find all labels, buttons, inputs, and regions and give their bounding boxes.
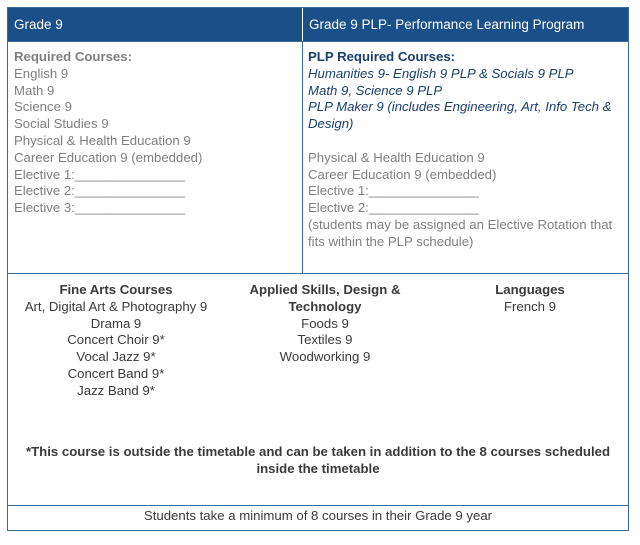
fine-arts-section <box>8 282 224 400</box>
elective-line: Elective 1:_______________ <box>14 166 185 182</box>
elective-line: Elective 3:_______________ <box>14 200 185 216</box>
languages-section <box>450 282 610 316</box>
grade-9-header: Grade 9 <box>8 8 302 41</box>
plp-required-heading: PLP Required Courses: <box>308 49 456 64</box>
course-item: Career Education 9 (embedded) <box>14 149 203 165</box>
elective-course: Jazz Band 9* <box>77 382 155 398</box>
elective-course: Vocal Jazz 9* <box>76 349 156 365</box>
course-item: Math 9 <box>14 82 55 98</box>
required-courses-column <box>14 49 300 217</box>
applied-skills-title: Applied Skills, Design & Technology <box>249 282 401 314</box>
elective-course: Concert Choir 9* <box>67 332 165 348</box>
course-planning-table <box>7 7 629 531</box>
elective-course: Textiles 9 <box>297 332 353 348</box>
elective-course: Woodworking 9 <box>279 349 371 365</box>
course-item: Science 9 <box>14 99 72 115</box>
course-item: English 9 <box>14 65 69 81</box>
elective-line: Elective 1:_______________ <box>308 183 479 199</box>
plp-courses-column <box>308 49 626 251</box>
elective-line: Elective 2:_______________ <box>308 200 479 216</box>
elective-course: Drama 9 <box>90 315 142 331</box>
header-bottom-border <box>8 41 628 42</box>
applied-skills-section <box>230 282 420 366</box>
plp-course-item: Math 9, Science 9 PLP <box>308 82 443 98</box>
languages-title: Languages <box>495 282 565 297</box>
elective-course: French 9 <box>503 298 557 314</box>
required-courses-heading: Required Courses: <box>14 49 132 64</box>
plp-course-item: PLP Maker 9 (includes Engineering, Art, Info Tech & Design) <box>308 99 612 132</box>
elective-course: Foods 9 <box>301 315 349 331</box>
section-divider <box>8 273 628 274</box>
course-item: Career Education 9 (embedded) <box>308 166 497 182</box>
fine-arts-title: Fine Arts Courses <box>59 282 173 297</box>
elective-course: Art, Digital Art & Photography 9 <box>24 298 208 314</box>
header-divider <box>302 8 303 41</box>
plp-course-item: Humanities 9- English 9 PLP & Socials 9 PLP <box>308 65 574 81</box>
course-item: Social Studies 9 <box>14 116 109 132</box>
elective-course: Concert Band 9* <box>67 365 165 381</box>
elective-rotation-note: (students may be assigned an Elective Rotation that fits within the PLP schedule) <box>308 216 613 249</box>
course-item: Physical & Health Education 9 <box>308 149 485 165</box>
timetable-note: *This course is outside the timetable and can be taken in addition to the 8 courses scheduled inside the timetable <box>25 444 611 476</box>
plp-header: Grade 9 PLP- Performance Learning Program <box>303 8 628 41</box>
course-item: Physical & Health Education 9 <box>14 132 191 148</box>
column-divider <box>302 8 303 274</box>
elective-line: Elective 2:_______________ <box>14 183 185 199</box>
minimum-courses-footer: Students take a minimum of 8 courses in their Grade 9 year <box>143 508 493 523</box>
spacer <box>308 133 626 150</box>
